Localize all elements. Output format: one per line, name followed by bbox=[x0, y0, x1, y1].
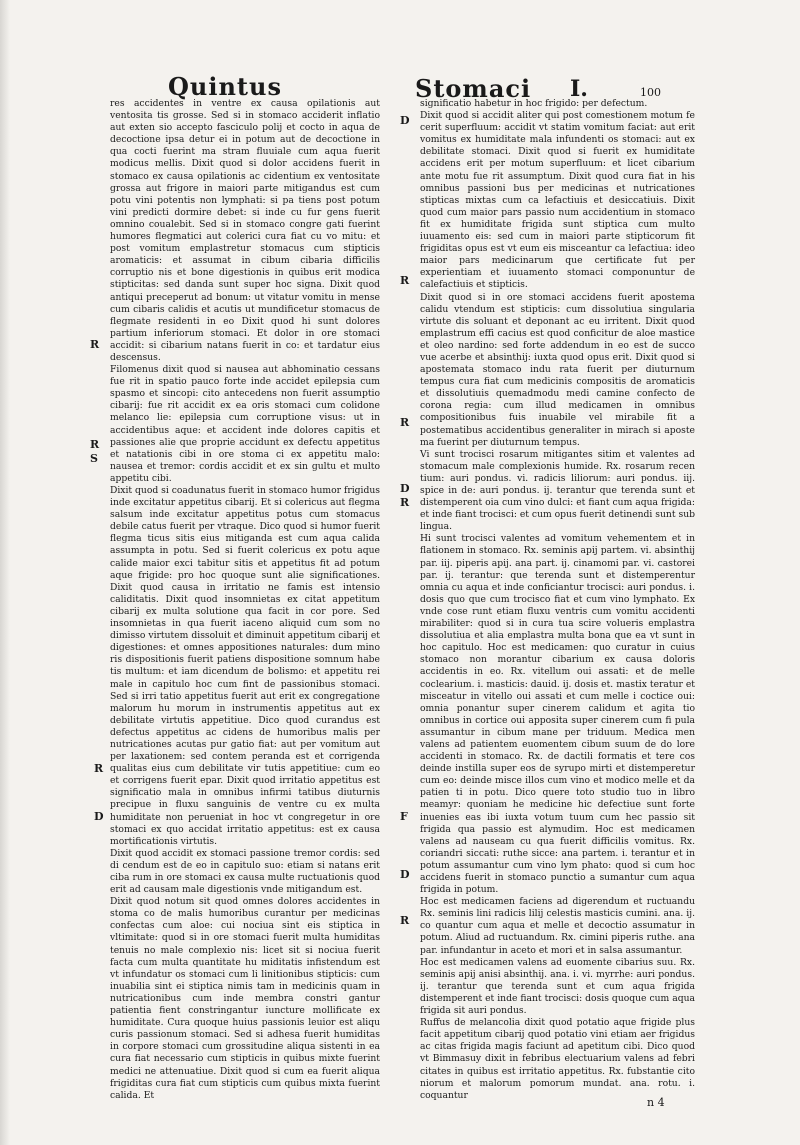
right-paragraph: Hi sunt trocisci valentes ad vomitum vehementem et in flationem in stomaco. Rx. seminis apij partem. vi. absinthij par. iij. piperis apij. ana part. ij. cinamomi par. vi. castorei par. ij. terantur: que terenda sunt et distemperentur omnia cu aqua et inde conficiantur trocisci: auri pondus. i. dosis quo que cum trocisco fiat et cum vino lymphato. Ex vnde cose runt etiam fluxu ventris cum vomitu accidenti mirabiliter: quod si in cura tua scire volueris emplastra dissolutiua et alia emplastra multa bona que ea vt sunt in hoc capitulo. Hoc est medicamen: quo curatur in cuius stomaco non morantur cibarium ex causa doloris accidentis in eo. Rx. vitellum oui assati: et de melle coclearium. i. masticis: dauid. ij. dosis et. mastix teratur et misceatur in vitello oui assati et cum melle i coctice oui: omnia ponantur super cinerem calidum et agita tio omnibus in cortice oui apposita super cinerem cum fi pula assumantur in cibum mane per triduum. Medica men valens ad patientem euomentem cibum suum de do lore accidenti in stomaco. Rx. de dactili formatis et tere cos deinde instilla super eos de syrupo mirti et distemperetur cum eo: deinde misce illos cum vino et modico melle et da patien ti in potu. Dico quere toto studio tuo in libro meamyr: quoniam he medicine hic defectiue sunt forte inuenies eas ibi iuxta votum tuum cum hec passio sit frigida qua passio est alymudim. Hoc est medicamen valens ad nauseam cu qua fuerit difficilis vomitus. Rx. coriandri siccati: ruthe sicce: ana partem. i. terantur et in potum assumantur cum vino lym phato: quod si cum hoc accidens fuerit in stomaco punctio a sumantur cum aqua frigida in potum. bbox=[420, 533, 695, 896]
left-paragraph: Dixit quod si coadunatus fuerit in stomaco humor frigidus inde excitatur appetitus cibarij. Et si colericus aut flegma salsum inde excitatur appetitus potus cum stomacus debile catus fuerit per vtraque. Dico quod si humor fuerit flegma ticus sitis eius mitiganda est cum aqua calida assumpta in potu. Sed si fuerit colericus ex potu aque calide maior exci tabitur sitis et appetitus fit ad potum aque frigide: pro hoc quoque sunt alie significationes. Dixit quod causa in irritatio ne famis est intensio caliditatis. Dixit quod insomnietas ex citat appetitum cibarij ex multa solutione qua facit in cor pore. Sed insomnietas in qua fuerit iaceno aliquid cum som no dimisso virtutem dissoluit et diminuit appetitum cibarij et digestiones: et omnes appositiones naturales: dum mino ris dispositionis fuerit patiens dispositione somnum habe tis multum: et iam dicendum de bolismo: et appetitu rei male in capitulo hoc cum fint de passionibus stomaci. Sed si irri tatio appetitus fuerit aut erit ex congregatione malorum hu morum in instrumentis appetitus aut ex debilitate virtutis appetitiue. Dico quod curandus est defectus appetitus ac cidens de humoribus malis per nutricationes acutas pur gatio fiat: aut per vomitum aut per laxationem: sed contem peranda est et corrigenda qualitas eius cum debilitate vir tutis appetitiue: cum eo et corrigens fuerit epar. Dixit quod irritatio appetitus est significatio mala in omnibus infirmi tatibus diuturnis precipue in fluxu sanguinis de ventre cu ex multa humiditate non perueniat in hoc vt congregetur in ore stomaci ex quo accidat irritatio appetitus: est ex causa mortificationis virtutis. bbox=[110, 485, 380, 847]
margin-mark: R bbox=[90, 438, 100, 451]
margin-mark: D bbox=[400, 114, 410, 127]
running-header-right: Stomaci bbox=[415, 74, 532, 103]
margin-mark: D bbox=[400, 482, 410, 495]
signature-mark: n 4 bbox=[647, 1096, 665, 1109]
left-paragraph: Filomenus dixit quod si nausea aut abhominatio cessans fue rit in spatio pauco forte inde accidet epilepsia cum spasmo et sincopi: cito antecedens non fuerit assumptio cibarij: fue rit accidit ex ea oris stomaci cum colidone melanco lie: epilepsia cum corruptione visus: ut in accidentibus aque: et accident inde dolores capitis et passiones alie que proprie accidunt ex defectu appetitus et natationis cibi in ore stoma ci ex appetitu malo: nausea et tremor: cordis accidit et ex sin gultu et multo appetitu cibi. bbox=[110, 364, 380, 484]
left-paragraph: res accidentes in ventre ex causa opilationis aut ventosita tis grosse. Sed si in stomaco acciderit inflatio aut exten sio accepto fasciculo polij et cocto in aqua de decoctione ipsa detur ei in potum aut de decoctione in qua cocti fuerint ma stram fluuiale cum aqua fuerit modicus mellis. Dixit quod si dolor accidens fuerit in stomaco ex causa opilationis ac cidentium ex ventositate grossa aut frigore in maiori parte mitigandus est cum potu vini potentis non lymphati: si pa tiens post potum vini predicti dormire debet: si inde cu fur gens fuerit omnino coualebit. Sed si in stomaco congre gati fuerint humores flegmatici aut colerici cura fiat cu vo mitu: et post vomitum emplastretur stomacus cum stipticis aromaticis: et assumat in cibum cibaria difficilis corruptio nis et bone digestionis in quibus erit modica stipticitas: sed danda sunt super hoc signa. Dixit quod antiqui preceperut ad bonum: ut vitatur vomitu in mense cum cibaris calidis et acutis ut mundificetur stomacus de flegmate residenti in eo Dixit quod hi sunt dolores partium inferiorum stomaci. Et dolor in ore stomaci accidit: si cibarium natans fuerit in co: et tardatur eius descensus. bbox=[110, 98, 380, 363]
margin-mark: F bbox=[400, 810, 408, 823]
left-text-column bbox=[110, 98, 380, 1102]
right-paragraph: Dixit quod si accidit aliter qui post comestionem motum fe cerit superfluum: accidit vt statim vomitum faciat: aut erit vomitus ex humiditate mala infundenti os stomaci: aut ex debilitate stomaci. Dixit quod si fuerit ex humiditate accidens erit per motum superfluum: et licet cibarium ante motu fue rit assumptum. Dixit quod cura fiat in his omnibus passioni bus per medicinas et nutricationes stipticas mixtas cum ca lefactiuis et desiccatiuis. Dixit quod cum maior pars passio num accidentium in stomaco fit ex humiditate frigida sunt stiptica cum multo iuuamento eis: sed cum in maiori parte stipticorum fit frigiditas opus est vt eum eis misceantur ca lefactiua: ideo maior pars medicinarum que certificate fut per experientiam et iuuamento stomaci componuntur de calefactiuis et stipticis. bbox=[420, 110, 695, 291]
margin-mark: R bbox=[400, 496, 410, 509]
margin-mark: R bbox=[400, 914, 410, 927]
running-header-left: Quintus bbox=[168, 72, 282, 101]
right-paragraph: Ruffus de melancolia dixit quod potatio aque frigide plus facit appetitum cibarij quod potatio vini etiam aer frigidus ac citas frigida magis faciunt ad apetitum cibi. Dico quod vt Bimmasuy dixit in febribus electuarium valens ad febri citates in quibus est irritatio appetitus. Rx. fubstantie cito niorum et malorum pomorum mundat. ana. rotu. i. coquantur bbox=[420, 1017, 695, 1101]
right-paragraph: Dixit quod si in ore stomaci accidens fuerit apostema calidu vtendum est stipticis: cum dissolutiua singularia virtute dis soluant et deponant ac eu irritent. Dixit quod emplastrum effi cacius est quod conficitur de aloe mastice et oleo nardino: sed forte addendum in eo est de succo vue acerbe et absinthij: iuxta quod opus erit. Dixit quod si apostemata stomaco indu rata fuerit per diuturnum tempus cura fiat cum medicinis compositis de aromaticis et dissolutiuis quemadmodu medi camine confecto de corona regia: cum illud medicamen in omnibus compositionibus fuis inuabile vel mirabile fit a postematibus accidentibus generaliter in mirach si aposte ma fuerint per diuturnum tempus. bbox=[420, 291, 695, 448]
right-paragraph: significatio habetur in hoc frigido: per defectum. bbox=[420, 98, 648, 109]
margin-mark: D bbox=[94, 810, 104, 823]
margin-mark: S bbox=[90, 452, 98, 465]
margin-mark: R bbox=[94, 762, 104, 775]
book-number: I. bbox=[570, 76, 588, 102]
right-text-column bbox=[420, 98, 695, 1102]
margin-mark: R bbox=[400, 416, 410, 429]
margin-mark: R bbox=[90, 338, 100, 351]
margin-mark: R bbox=[400, 274, 410, 287]
left-paragraph: Dixit quod notum sit quod omnes dolores accidentes in stoma co de malis humoribus curantur per medicinas confectas cum aloe: cui nociua sint eis stiptica in vltimitate: quod si in ore stomaci fuerit multa humiditas tenuis no male complexio nis: licet sit si nociua fuerit facta cum multa quantitate hu miditatis infistendum est vt infundatur os stomaci cum li linitionibus stipticis: cum inuabilia sint ei stiptica nimis tam in medicinis quam in nutricationibus cum inde membra constri gantur patientia fient constringantur iuncture mollificate ex humiditate. Cura quoque huius passionis leuior est aliqu curis passionum stomaci. Sed si adhesa fuerit humiditas in corpore stomaci cum grossitudine aliqua sistenti in ea cura fiat necessario cum stipticis in quibus mixte fuerint medici ne attenuatiue. Dixit quod si cum ea fuerit aliqua frigiditas cura fiat cum stipticis cum quibus mixta fuerint calida. Et bbox=[110, 896, 380, 1101]
right-paragraph: Hoc est medicamen faciens ad digerendum et ructuandu Rx. seminis lini radicis lilij celestis masticis cumini. ana. ij. co quantur cum aqua et melle et decoctio assumatur in potum. Aliud ad ructuandum. Rx. cimini piperis ruthe. ana par. infundantur in aceto et mori et in salsa assumantur. bbox=[420, 896, 695, 956]
page-edge-shadow bbox=[0, 0, 10, 1145]
folio-number: 100 bbox=[640, 86, 661, 99]
right-paragraph: Hoc est medicamen valens ad euomente cibarius suu. Rx. seminis apij anisi absinthij. ana. i. vi. myrrhe: auri pondus. ij. terantur que terenda sunt et cum aqua frigida distemperent et inde fiant trocisci: dosis quoque cum aqua frigida sit auri pondus. bbox=[420, 956, 695, 1017]
margin-mark: D bbox=[400, 868, 410, 881]
left-paragraph: Dixit quod accidit ex stomaci passione tremor cordis: sed di cendum est de eo in capitulo suo: etiam si natans erit ciba rum in ore stomaci ex causa multe ructuationis quod erit ad causam male digestionis vnde mitigandum est. bbox=[110, 847, 380, 896]
right-paragraph: Vi sunt trocisci rosarum mitigantes sitim et valentes ad stomacum male complexionis humide. Rx. rosarum recen tium: auri pondus. vi. radicis liliorum: auri pondus. iij. spice in de: auri pondus. ij. terantur que terenda sunt et distemperent oia cum vino dulci: et fiant cum aqua frigida: et inde fiant trocisci: et cum opus fuerit detinendi sunt sub lingua. bbox=[420, 448, 695, 533]
